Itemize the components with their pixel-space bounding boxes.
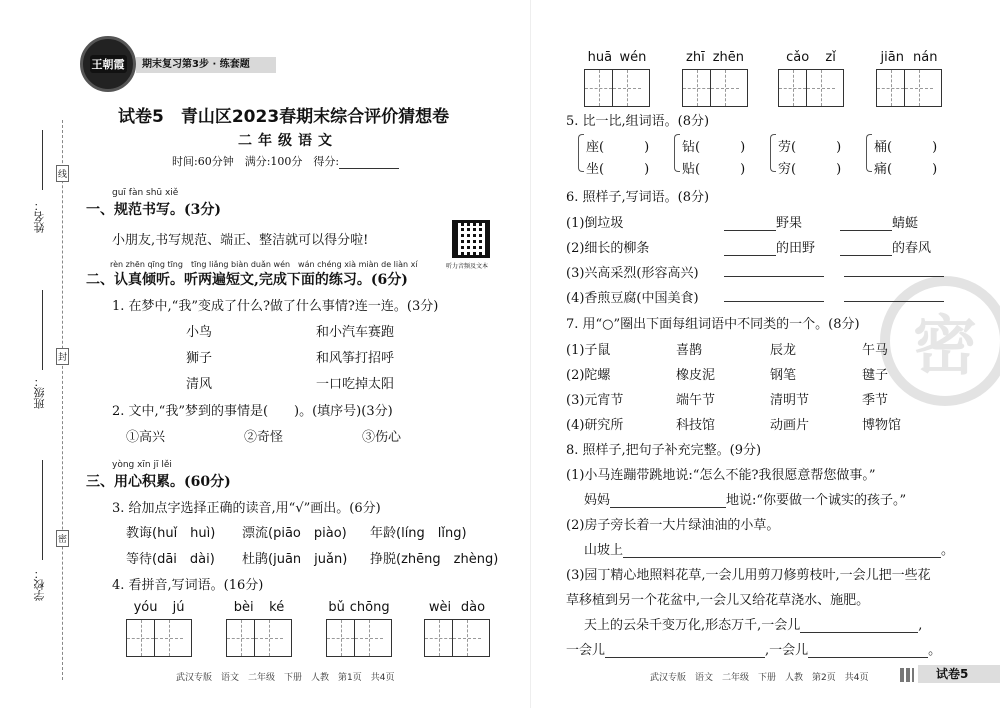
q6-blank[interactable] [844, 276, 944, 277]
q8-blank[interactable] [800, 619, 918, 633]
q5-word[interactable]: 劳( ) [778, 140, 842, 155]
side-mark-1: 线 [56, 165, 69, 182]
left-footer: 武汉专版 语文 二年级 下册 人教 第1页 共4页 [176, 673, 395, 683]
q7-word[interactable]: 毽子 [862, 368, 889, 383]
q4-grid-6[interactable] [682, 50, 748, 107]
q6-mid-1: 野果 [776, 216, 803, 231]
q4-py-7a: cǎo [786, 50, 810, 65]
q5-prompt: 5. 比一比,组词语。(8分) [566, 114, 710, 129]
q6-item-4: (4)香煎豆腐(中国美食) [566, 291, 699, 306]
q8-3-mid: ,一会儿 [765, 643, 809, 658]
q8-prompt: 8. 照样子,把句子补充完整。(9分) [566, 443, 762, 458]
q8-blank[interactable] [808, 644, 928, 658]
q5-word[interactable]: 桶( ) [874, 140, 938, 155]
q8-3-example-b: 草移植到另一个花盆中,一会儿又给花草浇水、施肥。 [566, 593, 870, 608]
q6-row-1-blanks [724, 212, 918, 231]
q4-cell[interactable] [711, 70, 739, 106]
q4-py-4b: dào [460, 600, 486, 615]
q7-word[interactable]: 辰龙 [770, 343, 797, 358]
q4-py-5a: huā [587, 50, 613, 65]
q8-2-task: 山坡上 。 [584, 543, 955, 558]
q6-blank[interactable] [724, 301, 824, 302]
q1-right-3[interactable]: 一口吃掉太阳 [316, 377, 395, 392]
q4-py-2b: ké [269, 600, 285, 615]
q6-item-1: (1)倒垃圾 [566, 216, 624, 231]
q2-option-1[interactable]: ①高兴 [126, 430, 166, 445]
q4-cell[interactable] [779, 70, 807, 106]
q3-word-2: 漂流 [242, 526, 269, 541]
q5-word[interactable]: 痛( ) [874, 162, 938, 177]
side-class-label: 班级： [33, 376, 46, 409]
s2-title: 二、认真倾听。听两遍短文,完成下面的练习。(6分) [86, 272, 408, 288]
paper-tag [918, 665, 1000, 683]
side-school-line [42, 460, 43, 560]
q3-reading-5[interactable]: (juān juǎn) [268, 552, 348, 567]
q7-word[interactable]: (3)元宵节 [566, 393, 624, 408]
q4-grid-8[interactable] [876, 50, 942, 107]
q6-blank[interactable] [840, 217, 892, 231]
q4-cell[interactable] [155, 620, 183, 656]
q5-bracket-l [578, 134, 584, 172]
side-name-label: 姓名： [33, 200, 46, 233]
q1-right-1[interactable]: 和小汽车赛跑 [316, 325, 395, 340]
q6-blank[interactable] [840, 242, 892, 256]
q8-1-task [584, 489, 906, 508]
side-class-line [42, 290, 43, 370]
side-name-line [42, 130, 43, 190]
s1-pinyin: guī fàn shū xiě [112, 188, 179, 198]
paper-tag-text: 试卷5 [936, 667, 969, 681]
header-band [136, 57, 276, 73]
s2-pinyin: rèn zhēn qīng tīng tīng liǎng biàn duǎn wén wán chéng xià miàn de liàn xí [110, 260, 418, 269]
q2-option-3[interactable]: ③伤心 [362, 430, 402, 445]
q8-1-pre: 妈妈 [584, 493, 611, 508]
q3-item-1[interactable] [126, 522, 215, 541]
q4-py-5b: wén [619, 50, 647, 65]
q1-right-2[interactable]: 和风筝打招呼 [316, 351, 395, 366]
q5-char: 坐( [586, 162, 605, 177]
s1-text: 小朋友,书写规范、端正、整洁就可以得分啦! [112, 233, 369, 248]
q3-reading-3[interactable]: (líng lǐng) [396, 526, 467, 541]
q4-grid-4[interactable] [424, 600, 490, 657]
q8-3-example-a: (3)园丁精心地照料花草,一会儿用剪刀修剪枝叶,一会儿把一些花 [566, 568, 931, 583]
q5-char: 劳( [778, 140, 797, 155]
score-blank[interactable] [339, 155, 399, 169]
confidential-stamp [880, 276, 1000, 406]
q8-blank[interactable] [623, 544, 941, 558]
q4-py-7b: zǐ [825, 50, 836, 65]
header-band-text: 期末复习第3步 · 练套题 [142, 59, 250, 70]
q6-blank[interactable] [724, 242, 776, 256]
q5-char: 钻( [682, 140, 701, 155]
q7-word[interactable]: 博物馆 [862, 418, 902, 433]
q8-2-pre: 山坡上 [584, 543, 624, 558]
q3-word-5: 杜鹃 [242, 552, 269, 567]
q6-blank[interactable] [724, 276, 824, 277]
q7-word[interactable]: (4)研究所 [566, 418, 624, 433]
q7-word[interactable]: 钢笔 [770, 368, 797, 383]
qr-caption: 听力音频及文本 [446, 263, 489, 270]
q4-prompt: 4. 看拼音,写词语。(16分) [112, 578, 264, 593]
q7-word[interactable]: 端午节 [676, 393, 716, 408]
q3-reading-1[interactable]: (huǐ huì) [152, 526, 216, 541]
q7-word[interactable]: 季节 [862, 393, 889, 408]
q1-left-2[interactable]: 狮子 [186, 351, 213, 366]
q3-word-6: 挣脱 [370, 552, 397, 567]
side-mark-2: 封 [56, 348, 69, 365]
q4-cell[interactable] [585, 70, 613, 106]
q4-py-6a: zhī [686, 50, 705, 65]
q2-option-2[interactable]: ②奇怪 [244, 430, 284, 445]
q4-py-3b: chōng [349, 600, 390, 615]
q3-item-6[interactable] [370, 548, 498, 567]
s3-title: 三、用心积累。(60分) [86, 474, 231, 490]
q6-end-1: 蜻蜓 [892, 216, 919, 231]
q3-item-2[interactable] [242, 522, 347, 541]
q6-prompt: 6. 照样子,写词语。(8分) [566, 190, 710, 205]
q4-grid-5[interactable] [584, 50, 650, 107]
q4-py-1b: jú [172, 600, 185, 615]
q5-char: 贴( [682, 162, 701, 177]
q7-word[interactable]: 橡皮泥 [676, 368, 716, 383]
q4-py-6b: zhēn [712, 50, 744, 65]
q7-word[interactable]: 动画片 [770, 418, 810, 433]
q6-row-2-blanks [724, 237, 931, 256]
q5-word[interactable]: 穷( ) [778, 162, 842, 177]
q4-cell[interactable] [355, 620, 383, 656]
q6-item-3: (3)兴高采烈(形容高兴) [566, 266, 699, 281]
q7-prompt: 7. 用“○”圈出下面每组词语中不同类的一个。(8分) [566, 317, 860, 332]
q3-reading-2[interactable]: (piāo piào) [268, 526, 347, 541]
q8-3-task-a: 天上的云朵千变万化,形态万千,一会儿 , [584, 618, 923, 633]
page-fold [530, 0, 531, 708]
q5-char: 穷( [778, 162, 797, 177]
brand-logo [80, 36, 136, 92]
q1-prompt: 1. 在梦中,“我”变成了什么?做了什么事情?连一连。(3分) [112, 299, 439, 314]
q1-left-3[interactable]: 清风 [186, 377, 213, 392]
q5-word[interactable]: 座( ) [586, 140, 650, 155]
qr-inner [458, 226, 484, 252]
q4-py-1a: yóu [133, 600, 158, 615]
q8-2-example: (2)房子旁长着一大片绿油油的小草。 [566, 518, 780, 533]
exam-info [172, 153, 399, 169]
q4-py-8a: jiān [880, 50, 904, 65]
q1-left-1[interactable]: 小鸟 [186, 325, 213, 340]
stamp-text: 密 [913, 310, 977, 384]
q4-cell[interactable] [127, 620, 155, 656]
tag-grid-icon [900, 668, 914, 682]
brand-logo-text: 王朝霞 [90, 55, 127, 73]
q5-word[interactable]: 贴( ) [682, 162, 746, 177]
q4-grid-7[interactable] [778, 50, 844, 107]
q3-reading-6[interactable]: (zhēng zhèng) [396, 552, 499, 567]
exam-info-text: 时间:60分钟 满分:100分 得分: [172, 155, 340, 168]
q7-word[interactable]: 喜鹊 [676, 343, 703, 358]
q5-word[interactable]: 钻( ) [682, 140, 746, 155]
q8-1-post: 地说:“你要做一个诚实的孩子。” [726, 493, 907, 508]
s3-pinyin: yòng xīn jī lěi [112, 460, 172, 470]
q3-word-1: 教诲 [126, 526, 153, 541]
q3-word-4: 等待 [126, 552, 153, 567]
q8-blank[interactable] [605, 644, 765, 658]
q5-bracket-l [866, 134, 872, 172]
q3-prompt: 3. 给加点字选择正确的读音,用“√”画出。(6分) [112, 501, 381, 516]
q4-py-4a: wèi [428, 600, 452, 615]
q4-py-2a: bèi [233, 600, 254, 615]
q4-cell[interactable] [327, 620, 355, 656]
q4-cell[interactable] [613, 70, 641, 106]
q3-item-4[interactable] [126, 548, 215, 567]
s1-title: 一、规范书写。(3分) [86, 202, 221, 218]
q6-end-2: 的春风 [892, 241, 932, 256]
q7-word[interactable]: 午马 [862, 343, 889, 358]
q4-cell[interactable] [683, 70, 711, 106]
q4-cell[interactable] [227, 620, 255, 656]
q4-cell[interactable] [807, 70, 835, 106]
q7-word[interactable]: 科技馆 [676, 418, 716, 433]
q4-py-3a: bǔ [328, 600, 345, 615]
q4-cell[interactable] [453, 620, 481, 656]
exam-subtitle: 二年级语文 [238, 133, 338, 149]
q5-char: 痛( [874, 162, 893, 177]
q5-word[interactable]: 坐( ) [586, 162, 650, 177]
q6-blank[interactable] [724, 217, 776, 231]
q4-cell[interactable] [425, 620, 453, 656]
q8-1-example: (1)小马连蹦带跳地说:“怎么不能?我很愿意帮您做事。” [566, 468, 876, 483]
q8-3-pre2: 一会儿 [566, 643, 606, 658]
q4-cell[interactable] [255, 620, 283, 656]
q3-item-3[interactable] [370, 522, 467, 541]
q5-bracket-l [770, 134, 776, 172]
side-mark-3: 密 [56, 530, 69, 547]
q5-char: 桶( [874, 140, 893, 155]
q6-item-2: (2)细长的柳条 [566, 241, 650, 256]
side-school-label: 学校： [33, 568, 46, 601]
q7-word[interactable]: (1)子鼠 [566, 343, 611, 358]
binding-line [62, 120, 63, 680]
q3-reading-4[interactable]: (dāi dài) [152, 552, 215, 567]
q8-3-pre: 天上的云朵千变万化,形态万千,一会儿 [584, 618, 801, 633]
q2-prompt: 2. 文中,“我”梦到的事情是( )。(填序号)(3分) [112, 404, 393, 419]
q5-bracket-l [674, 134, 680, 172]
exam-title: 试卷5 青山区2023春期末综合评价猜想卷 [118, 107, 450, 127]
q5-char: 座( [586, 140, 605, 155]
q7-word[interactable]: (2)陀螺 [566, 368, 611, 383]
q4-cell[interactable] [905, 70, 933, 106]
q4-py-8b: nán [913, 50, 938, 65]
q3-word-3: 年龄 [370, 526, 397, 541]
q4-grid-2[interactable] [226, 600, 292, 657]
right-footer: 武汉专版 语文 二年级 下册 人教 第2页 共4页 [650, 673, 869, 683]
q8-blank[interactable] [610, 494, 726, 508]
q4-cell[interactable] [877, 70, 905, 106]
q4-grid-1[interactable] [126, 600, 192, 657]
q6-blank[interactable] [844, 301, 944, 302]
q3-item-5[interactable] [242, 548, 347, 567]
q4-grid-3[interactable] [326, 600, 392, 657]
q7-word[interactable]: 清明节 [770, 393, 810, 408]
q6-mid-2: 的田野 [776, 241, 816, 256]
q8-3-task-b: 一会儿 ,一会儿 。 [566, 643, 942, 658]
